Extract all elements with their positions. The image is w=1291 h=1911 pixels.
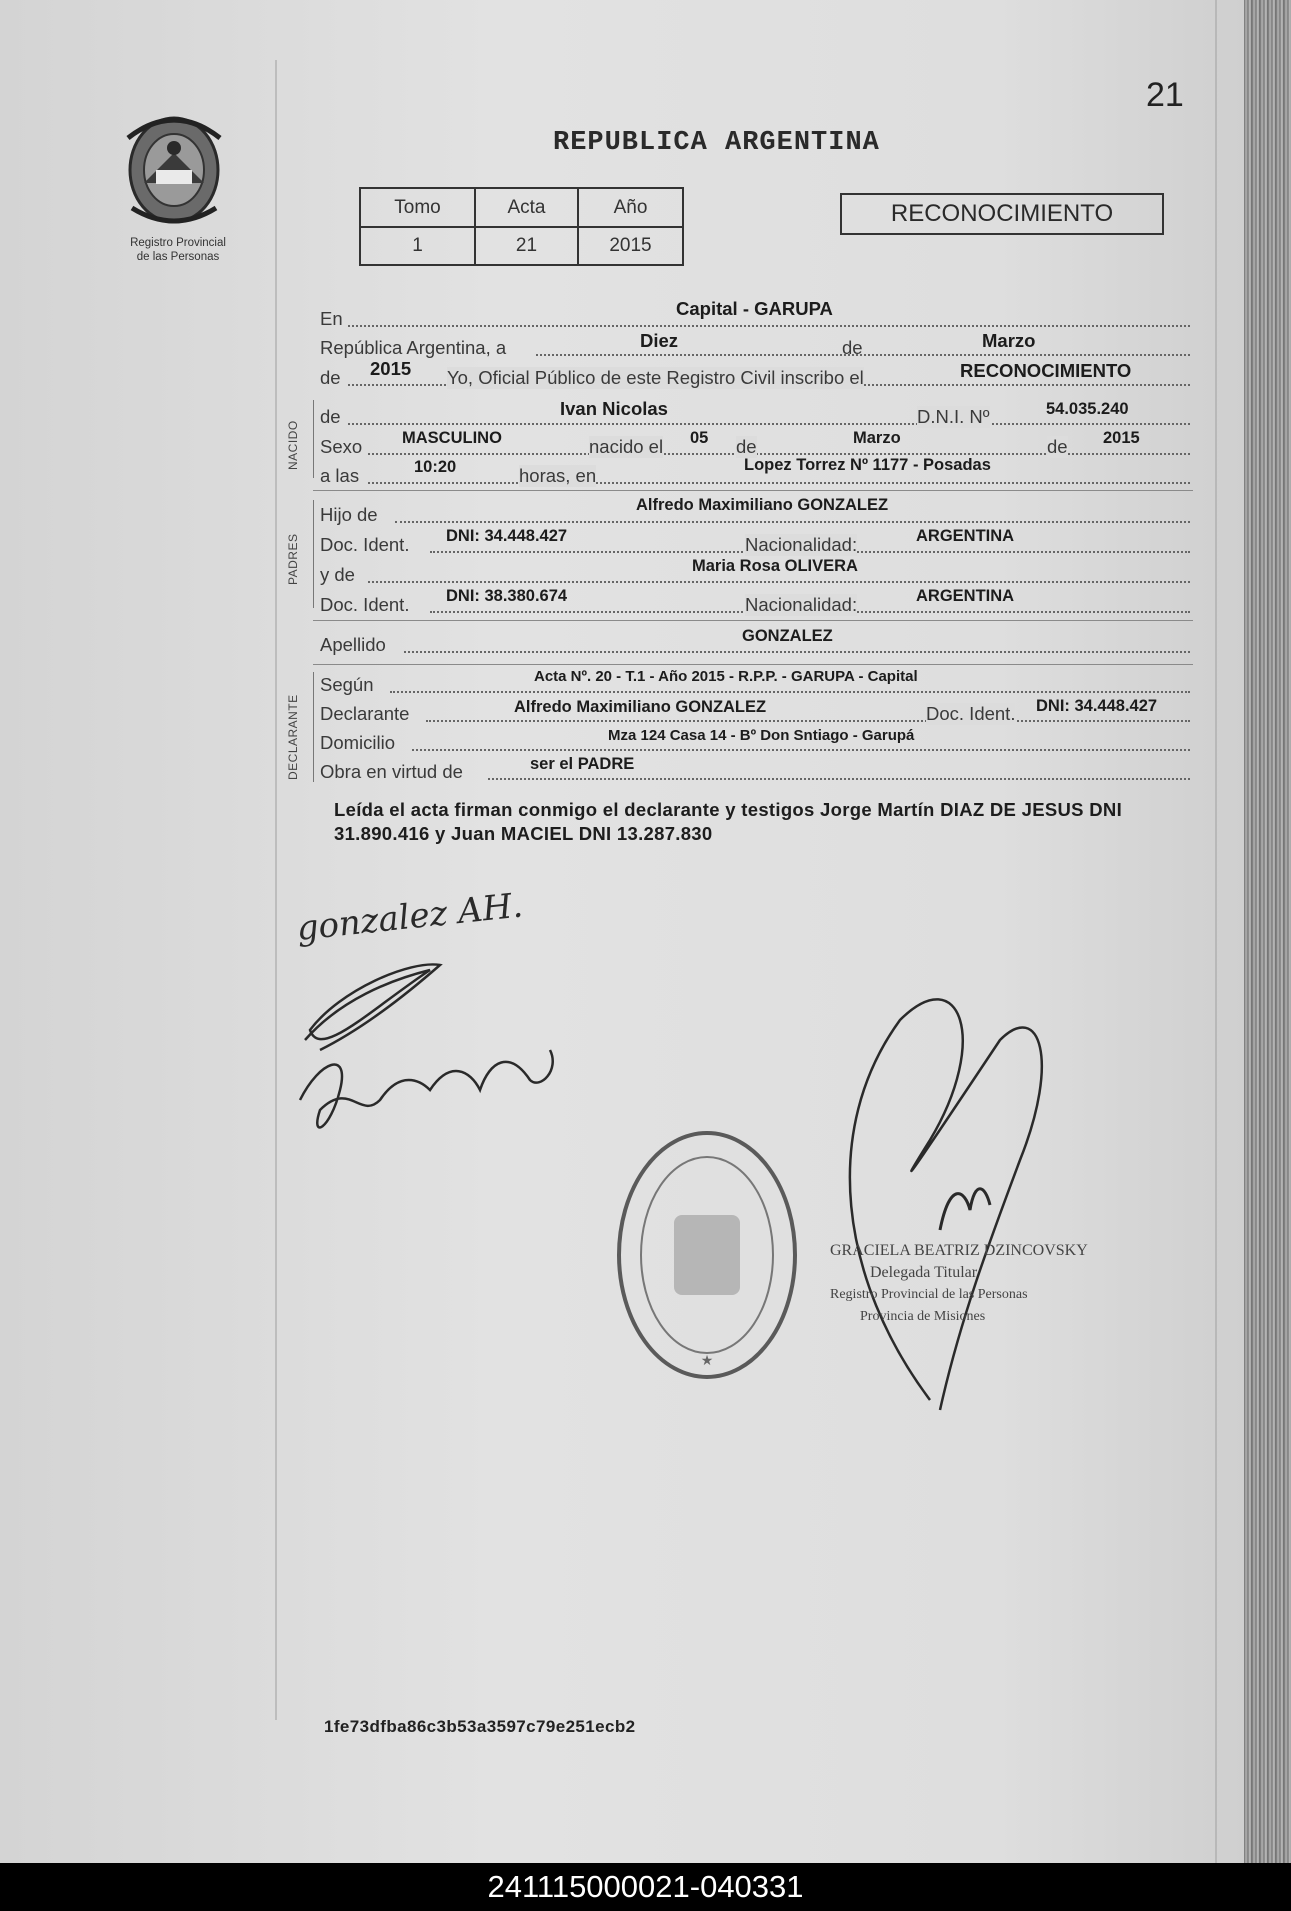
dotted-rule (536, 354, 1190, 356)
time-value: 10:20 (414, 458, 457, 476)
alas-label: a las (320, 465, 360, 486)
obra-label: Obra en virtud de (320, 761, 463, 782)
header-tomo: Tomo (360, 188, 475, 227)
dotted-rule (368, 482, 1190, 484)
document-hash: 1fe73dfba86c3b53a3597c79e251ecb2 (324, 1717, 636, 1736)
padres-bar (313, 500, 314, 608)
book-page-edges (1244, 0, 1291, 1863)
dotted-rule (348, 423, 1190, 425)
sexo-value: MASCULINO (402, 429, 502, 447)
official-province: Provincia de Misiones (860, 1309, 986, 1324)
logo-caption (108, 236, 248, 264)
year-prefix: de (320, 367, 341, 388)
place-value: Capital - GARUPA (676, 298, 833, 319)
year-value: 2015 (370, 358, 412, 379)
day-value: Diez (640, 330, 679, 351)
nacionalidad-label: Nacionalidad: (745, 594, 858, 615)
logo-caption-line2: de las Personas (136, 251, 220, 263)
domicilio-value: Mza 124 Casa 14 - Bº Don Sntiago - Garupá (608, 727, 915, 744)
nacido-label: nacido el (589, 436, 664, 457)
declarante-bar (313, 672, 314, 782)
yde-label: y de (320, 564, 355, 585)
birth-month-value: Marzo (853, 429, 901, 447)
dotted-rule (488, 778, 1190, 780)
official-name: GRACIELA BEATRIZ DZINCOVSKY (830, 1242, 1088, 1259)
father-nat-value: ARGENTINA (916, 527, 1015, 545)
obra-value: ser el PADRE (530, 755, 635, 773)
dotted-rule (348, 325, 1190, 327)
declarante-doc-value: DNI: 34.448.427 (1036, 697, 1158, 715)
value-acta: 21 (475, 227, 578, 265)
dotted-rule (395, 521, 1190, 523)
dotted-rule (390, 691, 1190, 693)
closing-statement: Leída el acta firman conmigo el declarante y testigos Jorge Martín DIAZ DE JESUS DNI 31.890.416 y Juan MACIEL DNI 13.287.830 (334, 799, 1123, 844)
mother-doc-value: DNI: 38.380.674 (446, 587, 568, 605)
declarante-label: Declarante (320, 703, 410, 724)
birth-day-value: 05 (690, 429, 709, 447)
svg-text:gonzalez AH.: gonzalez AH. (294, 885, 525, 949)
official-role: Delegada Titular (870, 1264, 978, 1281)
barcode-id-bar: 241115000021-040331 (0, 1863, 1291, 1911)
svg-text:★: ★ (700, 1352, 714, 1368)
de-label: de (842, 337, 863, 358)
month-value: Marzo (982, 330, 1036, 351)
registry-header-row (360, 188, 683, 227)
margin-line-right (1215, 0, 1217, 1863)
value-anio: 2015 (578, 227, 683, 265)
official-org: Registro Provincial de las Personas (830, 1287, 1028, 1302)
doc-label: Doc. Ident. (320, 534, 410, 555)
doc-label: Doc. Ident. (320, 594, 410, 615)
apellido-label: Apellido (320, 634, 386, 655)
doc-label: Doc. Ident. (926, 703, 1016, 724)
father-name-value: Alfredo Maximiliano GONZALEZ (636, 496, 889, 514)
nacido-bar (313, 400, 314, 478)
dni-label: D.N.I. Nº (917, 406, 990, 427)
header-anio: Año (578, 188, 683, 227)
registry-table (359, 187, 684, 266)
child-name-value: Ivan Nicolas (560, 398, 668, 419)
page-title: REPUBLICA ARGENTINA (553, 128, 880, 158)
province-emblem-icon (118, 108, 230, 228)
mother-nat-value: ARGENTINA (916, 587, 1015, 605)
hijo-label: Hijo de (320, 504, 378, 525)
declarant-witness-signatures (280, 860, 610, 1160)
segun-value: Acta Nº. 20 - T.1 - Año 2015 - R.P.P. - GARUPA - Capital (534, 668, 918, 685)
padres-section-label: PADRES (286, 533, 300, 585)
page-number: 21 (1146, 76, 1184, 114)
horas-label: horas, en (519, 465, 597, 486)
segun-label: Según (320, 674, 374, 695)
nacionalidad-label: Nacionalidad: (745, 534, 858, 555)
birth-year-value: 2015 (1103, 429, 1140, 447)
margin-line-left (275, 60, 277, 1720)
nacido-section-label: NACIDO (286, 420, 300, 470)
official-seal-icon (612, 1125, 802, 1385)
dotted-rule (412, 749, 1190, 751)
section-separator (313, 620, 1193, 621)
act-word-value: RECONOCIMIENTO (960, 360, 1132, 381)
birth-place-value: Lopez Torrez Nº 1177 - Posadas (744, 456, 991, 474)
registry-value-row (360, 227, 683, 265)
officer-text: Yo, Oficial Público de este Registro Civil inscribo el (447, 367, 864, 388)
sexo-label: Sexo (320, 436, 363, 457)
de-label: de (736, 436, 757, 457)
official-stamp-text (830, 1240, 1088, 1328)
official-signature (820, 980, 1080, 1430)
de-label: de (320, 406, 341, 427)
logo-caption-line1: Registro Provincial (130, 237, 226, 249)
value-tomo: 1 (360, 227, 475, 265)
mother-name-value: Maria Rosa OLIVERA (692, 557, 858, 575)
republica-label: República Argentina, a (320, 337, 507, 358)
dotted-rule (404, 651, 1190, 653)
act-type-box: RECONOCIMIENTO (840, 193, 1164, 235)
section-separator (313, 490, 1193, 491)
dotted-rule (426, 720, 1190, 722)
en-label: En (320, 308, 343, 329)
dotted-rule (368, 581, 1190, 583)
domicilio-label: Domicilio (320, 732, 396, 753)
declarante-section-label: DECLARANTE (286, 694, 300, 780)
header-acta: Acta (475, 188, 578, 227)
father-doc-value: DNI: 34.448.427 (446, 527, 568, 545)
section-separator (313, 664, 1193, 665)
declarante-value: Alfredo Maximiliano GONZALEZ (514, 698, 767, 716)
de-label: de (1047, 436, 1068, 457)
child-dni-value: 54.035.240 (1046, 400, 1129, 418)
apellido-value: GONZALEZ (742, 627, 833, 645)
